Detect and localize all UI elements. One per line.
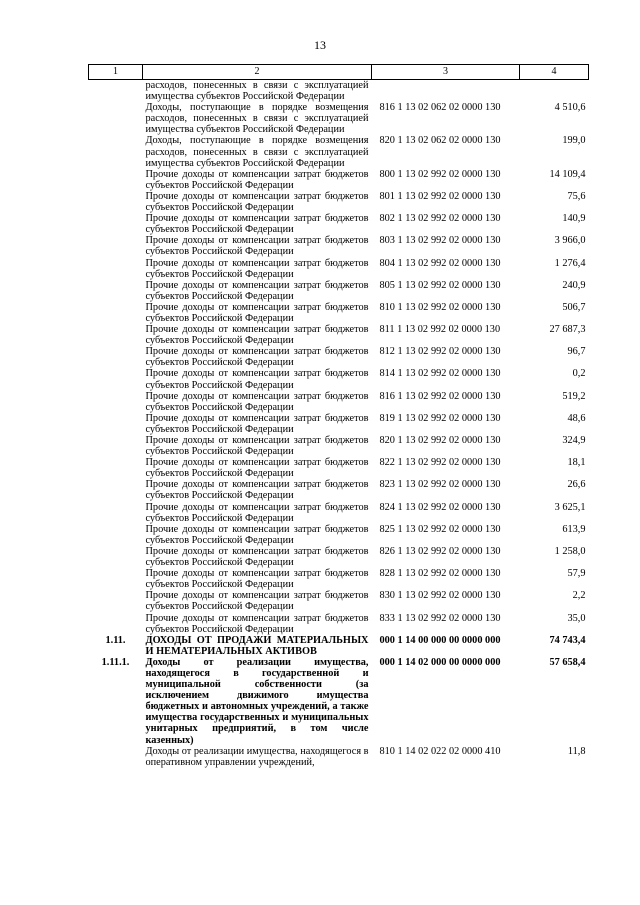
table-row [89, 413, 589, 435]
row-code: 822 1 13 02 992 02 0000 130 [379, 457, 501, 469]
row-description: Прочие доходы от компенсации затрат бюджетов субъектов Российской Федерации [145, 235, 369, 258]
row-description: Прочие доходы от компенсации затрат бюджетов субъектов Российской Федерации [145, 257, 369, 280]
table-row [89, 324, 589, 346]
row-amount: 35,0 [567, 612, 586, 624]
table-row [89, 590, 589, 612]
row-number [89, 102, 143, 135]
row-number [89, 524, 143, 546]
row-number [89, 346, 143, 368]
row-number: 1.11.1. [101, 656, 130, 668]
row-description: ДОХОДЫ ОТ ПРОДАЖИ МАТЕРИАЛЬНЫХ И НЕМАТЕРИАЛЬНЫХ АКТИВОВ [145, 634, 369, 657]
row-code: 801 1 13 02 992 02 0000 130 [379, 190, 501, 202]
row-number [89, 258, 143, 280]
row-amount: 74 743,4 [549, 634, 586, 646]
row-number [89, 368, 143, 390]
row-description: Прочие доходы от компенсации затрат бюджетов субъектов Российской Федерации [145, 346, 369, 369]
row-number [89, 413, 143, 435]
row-code: 805 1 13 02 992 02 0000 130 [379, 279, 501, 291]
row-amount: 1 276,4 [554, 257, 586, 269]
row-code: 816 1 13 02 062 02 0000 130 [379, 102, 501, 114]
row-description: Доходы, поступающие в порядке возмещения расходов, понесенных в связи с эксплуатацией имущества субъектов Российской Федерации [145, 135, 369, 169]
row-code: 816 1 13 02 992 02 0000 130 [379, 390, 501, 402]
table-header-row [89, 65, 589, 80]
table-row [89, 391, 589, 413]
row-code: 820 1 13 02 062 02 0000 130 [379, 135, 501, 147]
row-description: Доходы, поступающие в порядке возмещения расходов, понесенных в связи с эксплуатацией имущества субъектов Российской Федерации [145, 102, 369, 136]
row-description: Прочие доходы от компенсации затрат бюджетов субъектов Российской Федерации [145, 390, 369, 413]
table-row [89, 502, 589, 524]
row-amount: 0,2 [572, 368, 586, 380]
row-number [89, 391, 143, 413]
row-amount: 613,9 [562, 523, 586, 535]
row-description: Прочие доходы от компенсации затрат бюджетов субъектов Российской Федерации [145, 412, 369, 435]
row-code: 830 1 13 02 992 02 0000 130 [379, 590, 501, 602]
row-description: Прочие доходы от компенсации затрат бюджетов субъектов Российской Федерации [145, 501, 369, 524]
row-number: 1.11. [105, 634, 126, 646]
table-row [89, 80, 589, 103]
row-number [89, 435, 143, 457]
table-row [89, 568, 589, 590]
page-number: 13 [314, 38, 326, 52]
row-code: 811 1 13 02 992 02 0000 130 [379, 324, 501, 336]
row-code: 814 1 13 02 992 02 0000 130 [379, 368, 501, 380]
row-amount: 14 109,4 [549, 168, 586, 180]
row-amount: 140,9 [562, 213, 586, 225]
header-col-3: 3 [372, 65, 520, 80]
table-row [89, 368, 589, 390]
table-row [89, 746, 589, 768]
row-description: Прочие доходы от компенсации затрат бюджетов субъектов Российской Федерации [145, 457, 369, 480]
row-number [89, 502, 143, 524]
table-row [89, 524, 589, 546]
row-description: Прочие доходы от компенсации затрат бюджетов субъектов Российской Федерации [145, 479, 369, 502]
table-row [89, 435, 589, 457]
row-description: Прочие доходы от компенсации затрат бюджетов субъектов Российской Федерации [145, 168, 369, 191]
row-amount: 27 687,3 [549, 324, 586, 336]
table-row [89, 135, 589, 168]
table-row [89, 546, 589, 568]
row-description: Прочие доходы от компенсации затрат бюджетов субъектов Российской Федерации [145, 523, 369, 546]
row-code: 833 1 13 02 992 02 0000 130 [379, 612, 501, 624]
row-code: 826 1 13 02 992 02 0000 130 [379, 545, 501, 557]
row-number [89, 546, 143, 568]
row-number [89, 568, 143, 590]
row-number [89, 746, 143, 768]
row-description: Прочие доходы от компенсации затрат бюджетов субъектов Российской Федерации [145, 568, 369, 591]
table-row [89, 479, 589, 501]
row-description: Доходы от реализации имущества, находящегося в оперативном управлении учреждений, [145, 745, 369, 768]
table-row [89, 191, 589, 213]
row-number [89, 324, 143, 346]
table-row [89, 613, 589, 635]
header-col-1: 1 [89, 65, 143, 80]
row-description: Прочие доходы от компенсации затрат бюджетов субъектов Российской Федерации [145, 213, 369, 236]
row-amount: 199,0 [562, 135, 586, 147]
row-amount: 26,6 [567, 479, 586, 491]
row-amount: 57,9 [567, 568, 586, 580]
row-code: 810 1 14 02 022 02 0000 410 [379, 745, 501, 757]
header-col-4: 4 [520, 65, 589, 80]
row-amount: 57 658,4 [549, 656, 586, 668]
table-row [89, 213, 589, 235]
row-description: Прочие доходы от компенсации затрат бюджетов субъектов Российской Федерации [145, 435, 369, 458]
table-row [89, 657, 589, 746]
row-amount: 18,1 [567, 457, 586, 469]
row-number [89, 235, 143, 257]
row-code: 824 1 13 02 992 02 0000 130 [379, 501, 501, 513]
row-description: Прочие доходы от компенсации затрат бюджетов субъектов Российской Федерации [145, 612, 369, 635]
row-code: 820 1 13 02 992 02 0000 130 [379, 435, 501, 446]
row-amount: 96,7 [567, 346, 586, 358]
row-code: 828 1 13 02 992 02 0000 130 [379, 568, 501, 580]
row-code: 810 1 13 02 992 02 0000 130 [379, 301, 501, 313]
row-description: Прочие доходы от компенсации затрат бюджетов субъектов Российской Федерации [145, 324, 369, 347]
table-row [89, 102, 589, 135]
table-row [89, 235, 589, 257]
row-number [89, 135, 143, 168]
table-row [89, 635, 589, 657]
row-description: Доходы от реализации имущества, находящегося в государственной и муниципальной собственности (за исключением движимого имущества бюджетных и автономных учреждений, а также имущества государственных и муниципальных унитарных предприятий, в том числе казенных) [145, 656, 369, 746]
row-description: Прочие доходы от компенсации затрат бюджетов субъектов Российской Федерации [145, 545, 369, 569]
row-code: 800 1 13 02 992 02 0000 130 [379, 168, 501, 180]
row-code: 823 1 13 02 992 02 0000 130 [379, 479, 501, 491]
row-amount: 2,2 [572, 590, 586, 602]
row-number [89, 169, 143, 191]
row-code: 812 1 13 02 992 02 0000 130 [379, 346, 501, 358]
row-amount: 506,7 [562, 301, 586, 313]
table-row [89, 280, 589, 302]
table-row [89, 457, 589, 479]
row-number [89, 80, 143, 103]
table-row [89, 169, 589, 191]
revenue-table [88, 64, 589, 768]
row-amount: 240,9 [562, 279, 586, 291]
row-number [89, 213, 143, 235]
row-code [372, 80, 520, 103]
row-code: 819 1 13 02 992 02 0000 130 [379, 412, 501, 424]
table-row [89, 346, 589, 368]
row-description: Прочие доходы от компенсации затрат бюджетов субъектов Российской Федерации [145, 190, 369, 214]
row-description: Прочие доходы от компенсации затрат бюджетов субъектов Российской Федерации [145, 590, 369, 613]
row-number [89, 280, 143, 302]
row-amount [520, 80, 589, 103]
row-code: 803 1 13 02 992 02 0000 130 [379, 235, 501, 247]
row-description: расходов, понесенных в связи с эксплуатацией имущества субъектов Российской Федерации [145, 80, 369, 103]
row-number [89, 590, 143, 612]
row-description: Прочие доходы от компенсации затрат бюджетов субъектов Российской Федерации [145, 368, 369, 391]
row-amount: 4 510,6 [554, 102, 586, 114]
row-code: 000 1 14 02 000 00 0000 000 [379, 656, 501, 668]
row-number [89, 457, 143, 479]
row-code: 802 1 13 02 992 02 0000 130 [379, 213, 501, 225]
row-amount: 3 625,1 [554, 501, 586, 513]
row-amount: 519,2 [562, 390, 586, 402]
row-amount: 48,6 [567, 412, 586, 424]
row-code: 825 1 13 02 992 02 0000 130 [379, 523, 501, 535]
row-amount: 1 258,0 [554, 545, 586, 557]
row-number [89, 191, 143, 213]
row-code: 000 1 14 00 000 00 0000 000 [379, 634, 501, 646]
header-col-2: 2 [143, 65, 372, 80]
row-amount: 3 966,0 [554, 235, 586, 247]
row-amount: 11,8 [567, 745, 586, 757]
row-number [89, 302, 143, 324]
row-number [89, 613, 143, 635]
row-description: Прочие доходы от компенсации затрат бюджетов субъектов Российской Федерации [145, 301, 369, 324]
row-amount: 75,6 [567, 190, 586, 202]
row-code: 804 1 13 02 992 02 0000 130 [379, 257, 501, 269]
table-row [89, 302, 589, 324]
row-amount: 324,9 [562, 435, 586, 446]
row-number [89, 479, 143, 501]
table-row [89, 258, 589, 280]
row-description: Прочие доходы от компенсации затрат бюджетов субъектов Российской Федерации [145, 279, 369, 302]
